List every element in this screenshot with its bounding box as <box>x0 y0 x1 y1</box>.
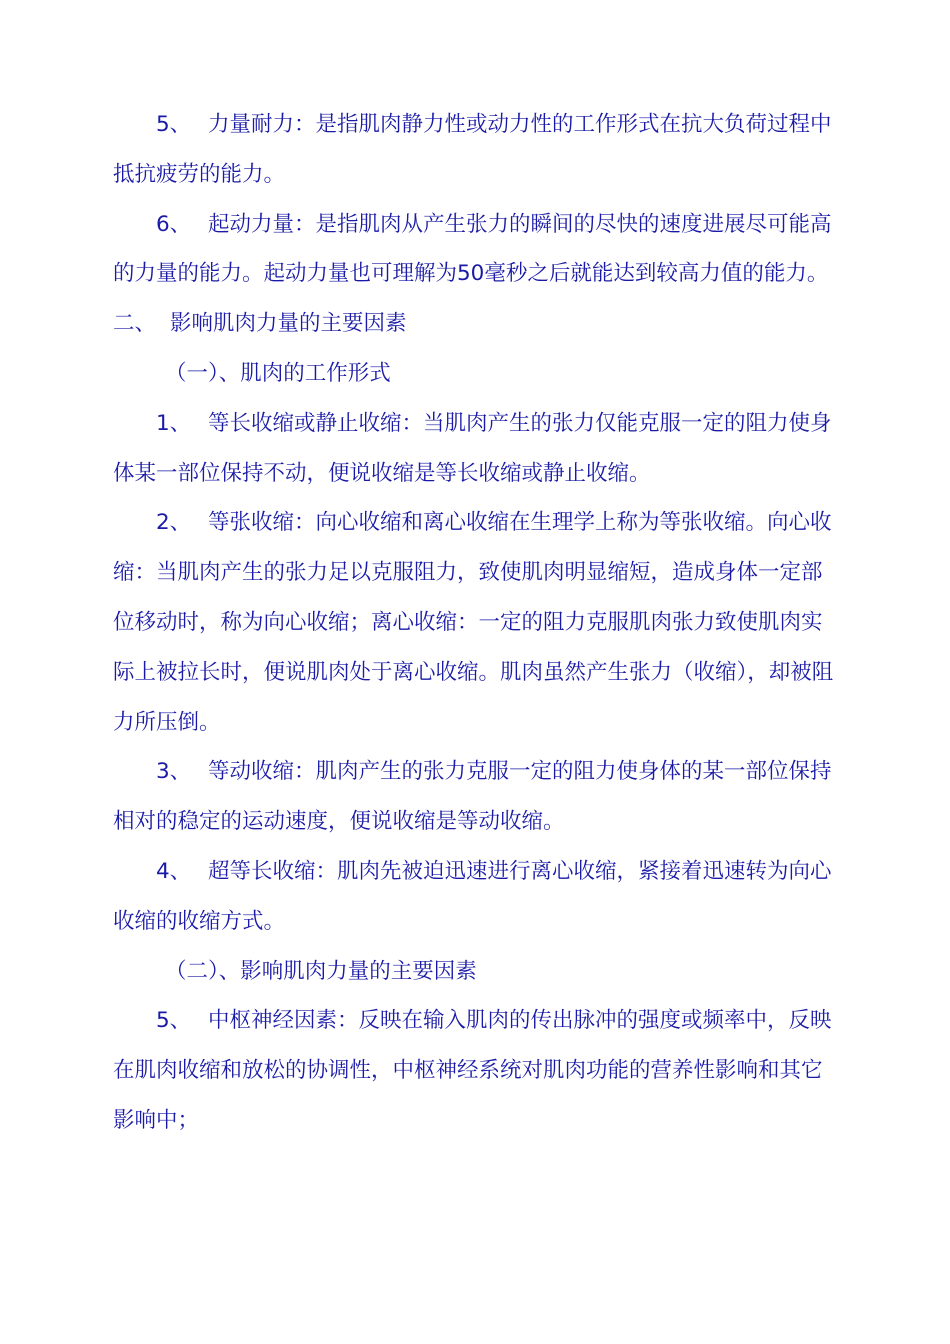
paragraph-central-nervous <box>113 996 837 1145</box>
document-body <box>113 100 837 1146</box>
section-title: 影响肌肉力量的主要因素 <box>170 311 407 337</box>
item-number: 6、 <box>156 211 192 237</box>
paragraph-isokinetic <box>113 747 837 847</box>
item-number: 5、 <box>156 112 192 137</box>
paragraph-text: 中枢神经因素：反映在输入肌肉的传出脉冲的强度或频率中，反映在肌肉收缩和放松的协调性，中枢神经系统对肌肉功能的营养性影响和其它影响中； <box>113 1008 832 1133</box>
paragraph-isometric <box>113 399 837 499</box>
item-number: 2、 <box>156 510 192 536</box>
item-number: 1、 <box>156 410 192 436</box>
section-number: 二、 <box>113 311 157 337</box>
paragraph-text: 起动力量：是指肌肉从产生张力的瞬间的尽快的速度进展尽可能高的力量的能力。起动力量也可理解为50毫秒之后就能达到较高力值的能力。 <box>113 211 832 287</box>
paragraph-text: 力量耐力：是指肌肉静力性或动力性的工作形式在抗大负荷过程中抵抗疲劳的能力。 <box>113 112 832 187</box>
subsection-title: （一）、肌肉的工作形式 <box>165 360 391 386</box>
paragraph-text: 等张收缩：向心收缩和离心收缩在生理学上称为等张收缩。向心收缩：当肌肉产生的张力足以克服阻力，致使肌肉明显缩短，造成身体一定部位移动时，称为向心收缩；离心收缩：一定的阻力克服肌肉张力致使肌肉实际上被拉长时，便说肌肉处于离心收缩。肌肉虽然产生张力（收缩），却被阻力所压倒。 <box>113 510 834 735</box>
subsection-heading-2 <box>113 947 837 997</box>
subsection-title: （二）、影响肌肉力量的主要因素 <box>165 958 477 984</box>
item-number: 5、 <box>156 1008 192 1034</box>
paragraph-strength-endurance <box>113 100 837 200</box>
section-heading <box>113 299 837 349</box>
item-number: 4、 <box>156 858 192 884</box>
paragraph-text: 等动收缩：肌肉产生的张力克服一定的阻力使身体的某一部位保持相对的稳定的运动速度，便说收缩是等动收缩。 <box>113 759 832 835</box>
paragraph-plyometric <box>113 847 837 947</box>
paragraph-text: 等长收缩或静止收缩：当肌肉产生的张力仅能克服一定的阻力使身体某一部位保持不动，便说收缩是等长收缩或静止收缩。 <box>113 410 832 486</box>
paragraph-text: 超等长收缩：肌肉先被迫迅速进行离心收缩，紧接着迅速转为向心收缩的收缩方式。 <box>113 858 832 934</box>
paragraph-isotonic <box>113 498 837 747</box>
item-number: 3、 <box>156 759 192 785</box>
subsection-heading-1 <box>113 349 837 399</box>
paragraph-starting-strength <box>113 200 837 300</box>
